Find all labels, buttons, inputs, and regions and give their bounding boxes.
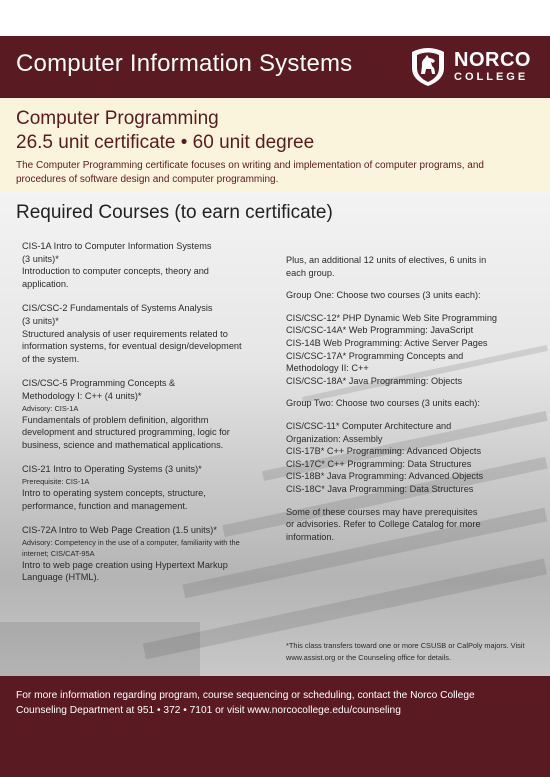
college-logo (408, 46, 538, 90)
elective-course: CIS/CSC-18A* Java Programming: Objects (286, 375, 463, 386)
required-courses-heading: Required Courses (to earn certificate) (16, 202, 333, 223)
course-description: Intro to operating system concepts, structure, (22, 487, 206, 498)
prerequisite-note-line: information. (286, 531, 335, 542)
page-footer (0, 676, 550, 777)
logo-subtext: COLLEGE (454, 71, 529, 83)
course-description: business, science and mathematical applications. (22, 439, 224, 450)
required-courses-list (22, 240, 262, 596)
elective-course: Organization: Assembly (286, 433, 383, 444)
elective-course: CIS/CSC-12* PHP Dynamic Web Site Programming (286, 312, 498, 323)
course-title: CIS/CSC-2 Fundamentals of Systems Analysis (22, 303, 213, 314)
course-description: Fundamentals of problem definition, algorithm (22, 414, 209, 425)
page-header (0, 36, 550, 98)
program-title: Computer Programming (16, 108, 219, 129)
course-item (22, 302, 262, 365)
course-description: of the system. (22, 353, 80, 364)
course-prerequisite: Prerequisite: CIS-1A (22, 476, 90, 486)
prerequisite-note-line: Some of these courses may have prerequisites (286, 506, 478, 517)
transfer-footnote (286, 640, 526, 664)
course-units: Methodology I: C++ (4 units)* (22, 390, 142, 401)
prerequisite-note (286, 506, 522, 544)
course-title: CIS-72A Intro to Web Page Creation (1.5 units)* (22, 525, 217, 536)
course-title: CIS-1A Intro to Computer Information Systems (22, 241, 212, 251)
course-description: Structured analysis of user requirements related to (22, 328, 228, 339)
electives-intro (286, 254, 522, 279)
program-description: The Computer Programming certificate focuses on writing and implementation of computer programs, and procedures of software design and computer programming. (16, 160, 484, 185)
course-advisory: Advisory: CIS-1A (22, 403, 79, 413)
footnote-line: *This class transfers toward one or more CSUSB or CalPoly majors. Visit (286, 641, 525, 650)
course-title: CIS/CSC-5 Programming Concepts & (22, 378, 176, 389)
horse-shield-icon (408, 46, 448, 88)
elective-course: CIS/CSC-17A* Programming Concepts and (286, 350, 464, 361)
group-two-title: Group Two: Choose two courses (3 units each): (286, 398, 480, 409)
course-item (22, 377, 262, 451)
elective-course: CIS-18C* Java Programming: Data Structures (286, 483, 474, 494)
contact-line: Counseling Department at 951 • 372 • 7101 or visit www.norcocollege.edu/counseling (16, 705, 401, 716)
electives-intro-line: each group. (286, 267, 335, 278)
elective-course: CIS-14B Web Programming: Active Server Pages (286, 337, 488, 348)
group-one-title: Group One: Choose two courses (3 units each): (286, 290, 481, 301)
page-title: Computer Information Systems (16, 50, 353, 77)
course-description: Introduction to computer concepts, theory and (22, 266, 209, 277)
elective-course: CIS/CSC-11* Computer Architecture and (286, 420, 452, 431)
group-two-courses (286, 420, 522, 496)
course-item (22, 463, 262, 512)
course-advisory: Advisory: Competency in the use of a computer, familiarity with the internet; CIS/CAT-95A (22, 537, 240, 558)
contact-line: For more information regarding program, course sequencing or scheduling, contact the Norco College (16, 690, 475, 701)
elective-course: CIS/CSC-14A* Web Programming: JavaScript (286, 325, 474, 336)
course-item (22, 524, 262, 584)
footnote-line: www.assist.org or the Counseling office for details. (286, 653, 452, 662)
course-units: (3 units)* (22, 253, 59, 264)
course-item (22, 240, 262, 290)
electives-intro-line: Plus, an additional 12 units of electives, 6 units in (286, 255, 487, 265)
group-one-courses (286, 312, 522, 388)
elective-course: CIS-17C* C++ Programming: Data Structures (286, 458, 472, 469)
program-units: 26.5 unit certificate • 60 unit degree (16, 132, 315, 153)
course-units: (3 units)* (22, 315, 59, 326)
logo-wordmark: NORCO (454, 49, 531, 71)
contact-info (16, 688, 536, 718)
course-description: performance, function and management. (22, 500, 188, 511)
course-description: development and structured programming, logic for (22, 427, 230, 438)
course-description: Intro to web page creation using Hypertext Markup (22, 559, 228, 570)
prerequisite-note-line: or advisories. Refer to College Catalog for more (286, 519, 481, 530)
course-description: Language (HTML). (22, 572, 100, 583)
elective-course: Methodology II: C++ (286, 363, 369, 374)
courses-section (0, 192, 550, 676)
elective-course: CIS-18B* Java Programming: Advanced Objects (286, 471, 484, 482)
course-description: information systems, for eventual design/development (22, 341, 242, 352)
course-title: CIS-21 Intro to Operating Systems (3 units)* (22, 464, 202, 475)
elective-course: CIS-17B* C++ Programming: Advanced Objects (286, 446, 482, 457)
program-intro (0, 98, 550, 192)
electives-list (286, 254, 522, 553)
course-description: application. (22, 278, 69, 289)
